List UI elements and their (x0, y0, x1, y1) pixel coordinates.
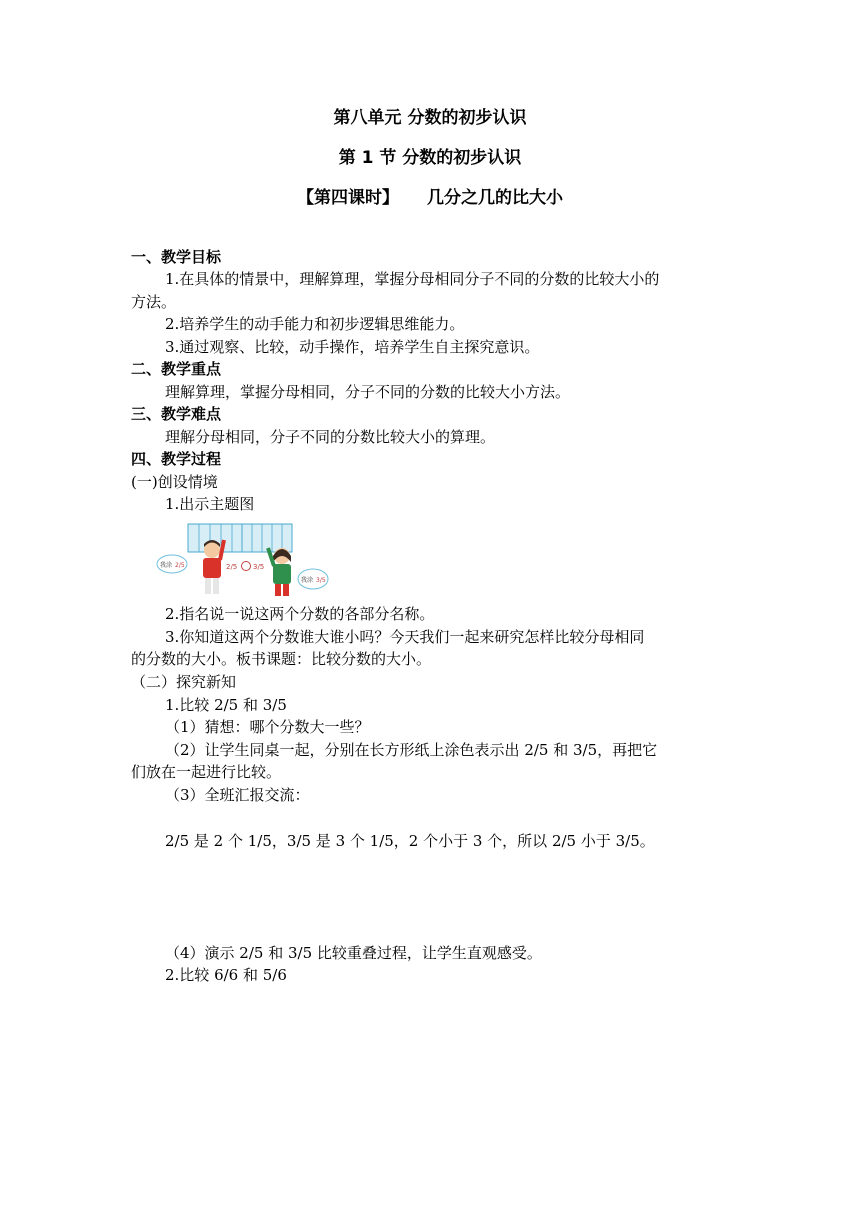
theme-illustration-svg (156, 520, 336, 598)
comparison-mark (226, 562, 264, 572)
girl-figure (268, 548, 291, 596)
compare-right-fraction: 3/5 (253, 563, 265, 571)
right-bubble-label: 我涂 (301, 577, 314, 584)
guess-item: （1）猜想：哪个分数大一些？ (165, 718, 370, 736)
compare-1-title: 1.比较 2/5 和 3/5 (165, 696, 287, 714)
part1-title: (一)创设情境 (131, 473, 218, 491)
objective-1-line2: 方法。 (131, 293, 177, 311)
process-heading: 四、教学过程 (131, 450, 222, 468)
step-3-line1: 3.你知道这两个分数谁大谁小吗？今天我们一起来研究怎样比较分母相同 (165, 628, 645, 646)
activity-line1: （2）让学生同桌一起，分别在长方形纸上涂色表示出 2/5 和 3/5，再把它 (165, 741, 658, 759)
lesson-title: 几分之几的比大小 (427, 188, 563, 208)
step-3-line2: 的分数的大小。板书课题：比较分数的大小。 (131, 650, 432, 668)
demo-item: （4）演示 2/5 和 3/5 比较重叠过程，让学生直观感受。 (165, 944, 542, 962)
theme-illustration (156, 520, 336, 598)
boy-figure (203, 540, 224, 594)
objective-2: 2.培养学生的动手能力和初步逻辑思维能力。 (165, 315, 465, 333)
compare-left-fraction: 2/5 (226, 563, 238, 571)
part2-title: （二）探究新知 (131, 673, 237, 691)
left-bubble-label: 我涂 (160, 562, 173, 569)
objective-3: 3.通过观察、比较，动手操作，培养学生自主探究意识。 (165, 338, 540, 356)
left-speech-bubble (157, 555, 187, 573)
step-1: 1.出示主题图 (165, 495, 255, 513)
key-points-heading: 二、教学重点 (131, 360, 222, 378)
conclusion-text: 2/5 是 2 个 1/5，3/5 是 3 个 1/5，2 个小于 3 个，所以 2/5 小于 3/5。 (165, 832, 655, 850)
left-bubble-value: 2/5 (175, 562, 185, 569)
right-bubble-value: 3/5 (316, 577, 326, 584)
right-paper-strip (242, 524, 292, 552)
objectives-heading: 一、教学目标 (131, 248, 222, 266)
step-2: 2.指名说一说这两个分数的各部分名称。 (165, 605, 435, 623)
unit-title: 第八单元 分数的初步认识 (333, 108, 527, 128)
right-speech-bubble (298, 569, 328, 589)
lesson-title-line (0, 187, 860, 209)
difficulties-heading: 三、教学难点 (131, 405, 222, 423)
lesson-tag: 【第四课时】 (297, 188, 399, 208)
compare-circle (242, 562, 251, 571)
key-points-text: 理解算理，掌握分母相同，分子不同的分数的比较大小方法。 (165, 383, 571, 401)
report-item: （3）全班汇报交流： (165, 786, 310, 804)
compare-2-title: 2.比较 6/6 和 5/6 (165, 966, 287, 984)
difficulties-text: 理解分母相同，分子不同的分数比较大小的算理。 (165, 428, 496, 446)
objective-1-line1: 1.在具体的情景中，理解算理，掌握分母相同分子不同的分数的比较大小的 (165, 270, 660, 288)
activity-line2: 们放在一起进行比较。 (131, 763, 282, 781)
section-title: 第 1 节 分数的初步认识 (338, 148, 522, 168)
